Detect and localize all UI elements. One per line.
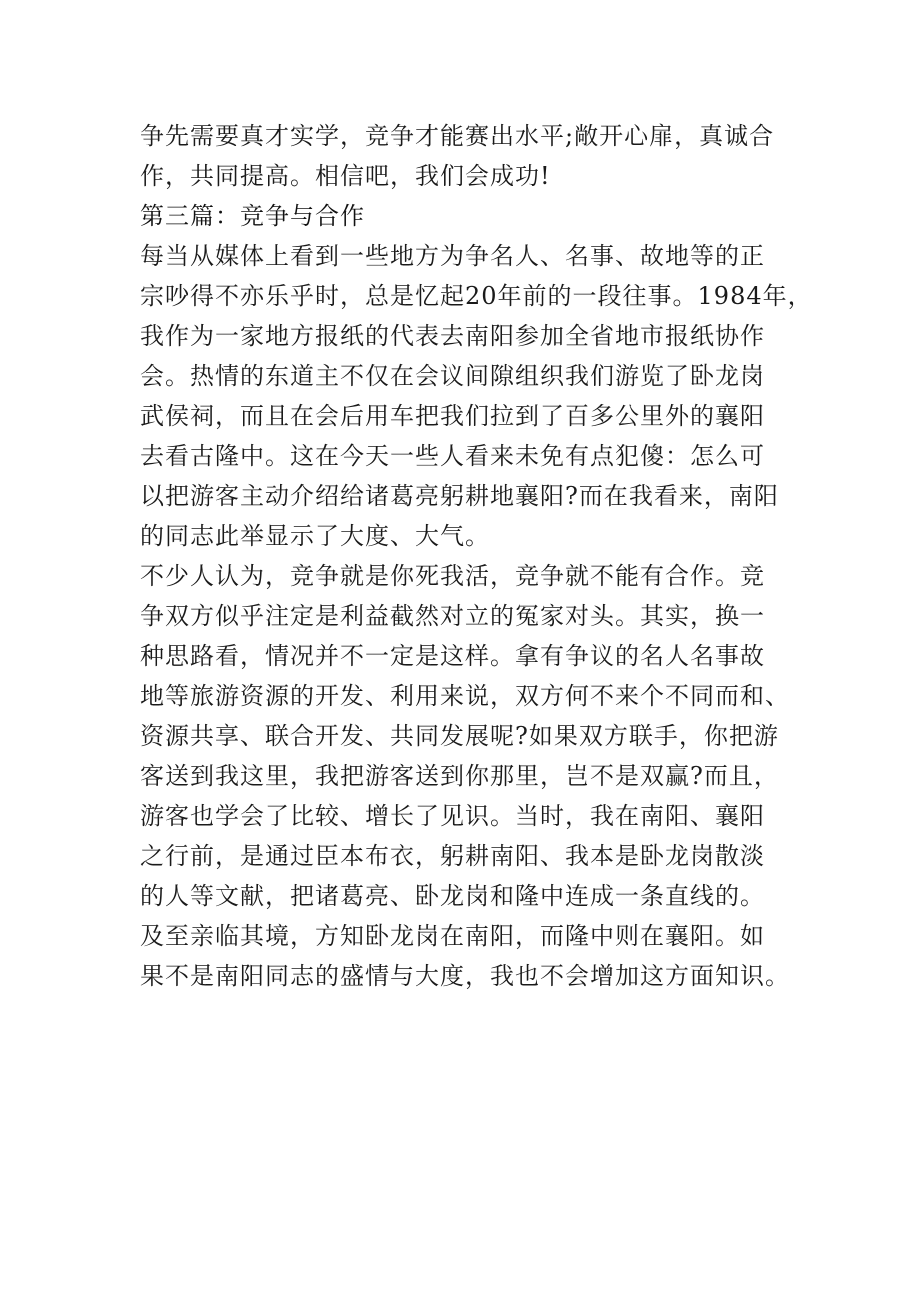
paragraph-line: 武侯祠，而且在会后用车把我们拉到了百多公里外的襄阳 (140, 402, 765, 430)
paragraph-line: 宗吵得不亦乐乎时，总是忆起20年前的一段往事。1984年， (140, 282, 813, 310)
paragraph-line: 的同志此举显示了大度、大气。 (140, 522, 490, 550)
paragraph-line: 及至亲临其境，方知卧龙岗在南阳，而隆中则在襄阳。如 (140, 922, 765, 950)
paragraph-line: 去看古隆中。这在今天一些人看来未免有点犯傻：怎么可 (140, 442, 765, 470)
paragraph-line: 的人等文献，把诸葛亮、卧龙岗和隆中连成一条直线的。 (140, 882, 765, 910)
paragraph-line: 争双方似乎注定是利益截然对立的冤家对头。其实，换一 (140, 602, 765, 630)
section-heading: 第三篇：竞争与合作 (140, 202, 365, 230)
paragraph-line: 争先需要真才实学，竞争才能赛出水平;敞开心扉，真诚合 (140, 122, 775, 150)
paragraph-line: 以把游客主动介绍给诸葛亮躬耕地襄阳?而在我看来，南阳 (140, 482, 779, 510)
paragraph-line: 果不是南阳同志的盛情与大度，我也不会增加这方面知识。 (140, 962, 790, 990)
paragraph-line: 游客也学会了比较、增长了见识。当时，我在南阳、襄阳 (140, 802, 765, 830)
paragraph-line: 种思路看，情况并不一定是这样。拿有争议的名人名事故 (140, 642, 765, 670)
paragraph-line: 会。热情的东道主不仅在会议间隙组织我们游览了卧龙岗 (140, 362, 765, 390)
document-body (140, 116, 820, 996)
paragraph-line: 不少人认为，竞争就是你死我活，竞争就不能有合作。竞 (140, 562, 765, 590)
paragraph-line: 客送到我这里，我把游客送到你那里，岂不是双赢?而且， (140, 762, 779, 790)
paragraph-line: 地等旅游资源的开发、利用来说，双方何不来个不同而和、 (140, 682, 790, 710)
paragraph-line: 之行前，是通过臣本布衣，躬耕南阳、我本是卧龙岗散淡 (140, 842, 765, 870)
paragraph-line: 作，共同提高。相信吧，我们会成功! (140, 162, 551, 190)
paragraph-line: 资源共享、联合开发、共同发展呢?如果双方联手，你把游 (140, 722, 779, 750)
paragraph-line: 我作为一家地方报纸的代表去南阳参加全省地市报纸协作 (140, 322, 765, 350)
paragraph-line: 每当从媒体上看到一些地方为争名人、名事、故地等的正 (140, 242, 765, 270)
